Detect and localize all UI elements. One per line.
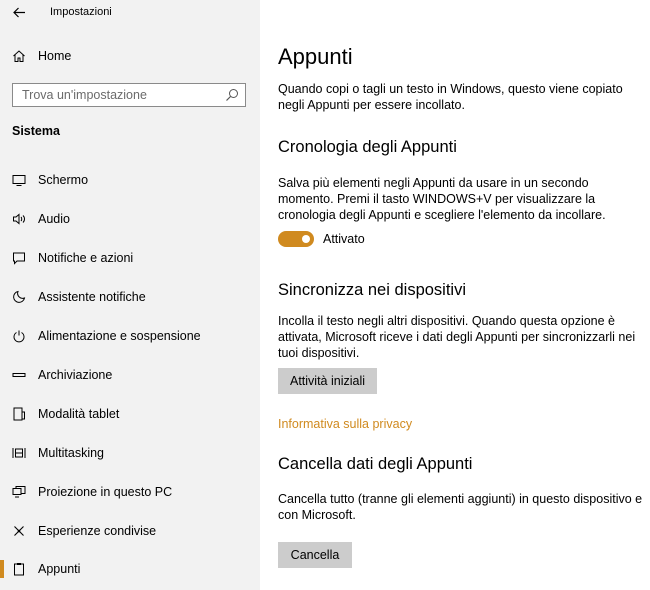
history-description: Salva più elementi negli Appunti da usare in un secondo momento. Premi il tasto WINDOWS+V per visualizzare la cronologia degli Appunti e scegliere l'elemento da incollare.	[278, 176, 606, 222]
clipboard-icon	[11, 561, 27, 577]
toggle-knob	[302, 235, 310, 243]
tablet-icon	[11, 406, 27, 422]
title-bar	[0, 0, 260, 26]
sidebar-item-alimentazione[interactable]	[0, 321, 260, 351]
get-started-button[interactable]: Attività iniziali	[278, 368, 377, 394]
sidebar-item-label: Notifiche e azioni	[38, 251, 134, 265]
projection-icon	[11, 484, 27, 500]
sidebar-item-label: Audio	[38, 212, 70, 226]
sidebar-item-esperienze[interactable]	[0, 516, 260, 546]
sidebar-item-notifiche[interactable]	[0, 243, 260, 273]
selection-indicator	[0, 560, 4, 578]
clear-description: Cancella tutto (tranne gli elementi aggiunti) in questo dispositivo e con Microsoft.	[278, 492, 643, 522]
sync-heading: Sincronizza nei dispositivi	[278, 281, 467, 299]
sidebar-item-multitasking[interactable]	[0, 438, 260, 468]
home-icon	[11, 48, 27, 64]
sidebar-item-label: Proiezione in questo PC	[38, 485, 173, 499]
arrow-left-icon	[13, 7, 26, 18]
power-icon	[11, 328, 27, 344]
history-toggle[interactable]	[278, 231, 314, 247]
sidebar-item-assistente[interactable]	[0, 282, 260, 312]
search-input[interactable]	[13, 84, 223, 106]
sidebar	[0, 0, 260, 590]
sidebar-item-schermo[interactable]	[0, 165, 260, 195]
sidebar-item-label: Appunti	[38, 562, 81, 576]
history-heading: Cronologia degli Appunti	[278, 138, 457, 156]
sidebar-item-tablet[interactable]	[0, 399, 260, 429]
multitasking-icon	[11, 445, 27, 461]
sidebar-item-proiezione[interactable]	[0, 477, 260, 507]
sync-description: Incolla il testo negli altri dispositivi. Quando questa opzione è attivata, Microsoft riceve i dati degli Appunti per sincronizzarli nei tuoi dispositivi.	[278, 314, 636, 360]
toggle-label: Attivato	[323, 232, 365, 246]
sidebar-item-label: Alimentazione e sospensione	[38, 329, 201, 343]
sidebar-item-audio[interactable]	[0, 204, 260, 234]
speaker-icon	[11, 211, 27, 227]
moon-icon	[11, 289, 27, 305]
clear-button[interactable]: Cancella	[278, 542, 352, 568]
search-box	[12, 83, 246, 107]
history-toggle-row	[278, 229, 365, 249]
search-icon[interactable]	[225, 88, 239, 102]
sidebar-item-label: Modalità tablet	[38, 407, 120, 421]
sidebar-item-label: Assistente notifiche	[38, 290, 146, 304]
notification-icon	[11, 250, 27, 266]
back-button[interactable]	[8, 3, 30, 21]
sidebar-item-label: Archiviazione	[38, 368, 113, 382]
main-content	[260, 0, 650, 590]
sidebar-item-appunti[interactable]	[0, 554, 260, 584]
shared-icon	[11, 523, 27, 539]
sidebar-item-label: Multitasking	[38, 446, 104, 460]
section-heading: Sistema	[12, 124, 60, 138]
sidebar-item-label: Schermo	[38, 173, 89, 187]
storage-icon	[11, 367, 27, 383]
sidebar-item-home[interactable]	[0, 41, 260, 71]
privacy-link[interactable]: Informativa sulla privacy	[278, 417, 413, 431]
intro-text: Quando copi o tagli un testo in Windows, questo viene copiato negli Appunti per essere incollato.	[278, 82, 623, 112]
sidebar-item-archiviazione[interactable]	[0, 360, 260, 390]
sidebar-item-label: Home	[38, 49, 72, 63]
monitor-icon	[11, 172, 27, 188]
sidebar-item-label: Esperienze condivise	[38, 524, 157, 538]
app-title: Impostazioni	[50, 6, 112, 18]
page-title: Appunti	[278, 44, 353, 69]
clear-heading: Cancella dati degli Appunti	[278, 455, 473, 473]
